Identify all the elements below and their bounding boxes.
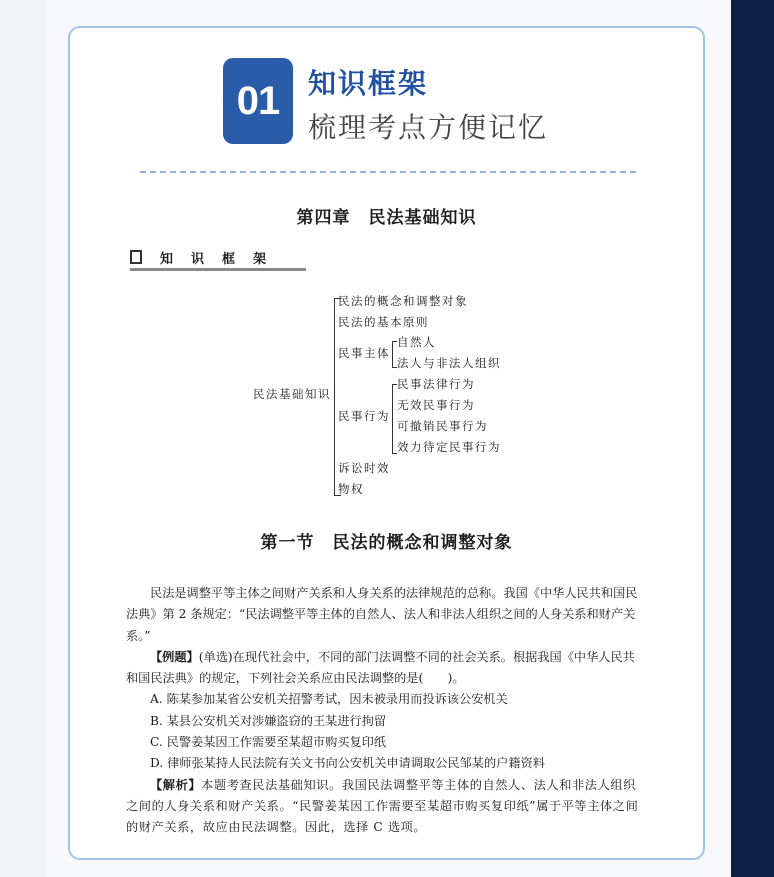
option-b: B. 某县公安机关对涉嫌盗窃的王某进行拘留 xyxy=(150,713,387,728)
knowledge-tree xyxy=(70,28,703,508)
tree-item: 民事主体 xyxy=(338,346,390,360)
example-text: (单选)在现代社会中，不同的部门法调整不同的社会关系。根据我国《中华人民共和国民法典》的规定，下列社会关系应由民法调整的是( )。 xyxy=(126,649,635,686)
right-margin-band xyxy=(731,0,774,877)
example-label: 【例题】 xyxy=(150,649,199,664)
section-title: 第一节 民法的概念和调整对象 xyxy=(260,533,513,553)
left-margin-band xyxy=(0,0,46,877)
analysis-paragraph xyxy=(126,775,646,839)
option-a: A. 陈某参加某省公安机关招警考试，因未被录用而投诉该公安机关 xyxy=(150,692,508,707)
analysis-label: 【解析】 xyxy=(150,777,202,792)
section-number-badge: 01 xyxy=(223,58,293,144)
content-card xyxy=(68,26,705,860)
option-c: C. 民警姜某因工作需要至某超市购买复印纸 xyxy=(150,735,387,750)
tree-subitem: 可撤销民事行为 xyxy=(397,419,488,433)
tree-subitem: 民事法律行为 xyxy=(397,377,475,391)
tree-subitem: 效力待定民事行为 xyxy=(397,440,501,454)
hero-title: 知识框架 xyxy=(308,67,429,100)
tree-subitem: 无效民事行为 xyxy=(397,398,475,412)
tree-item: 物权 xyxy=(338,482,364,496)
tree-item: 诉讼时效 xyxy=(338,461,390,475)
tree-item: 民法的基本原则 xyxy=(338,315,429,329)
analysis-text: 本题考查民法基础知识。我国民法调整平等主体的自然人、法人和非法人组织之间的人身关系和财产关系。“民警姜某因工作需要至某超市购买复印纸”属于平等主体之间的财产关系，故应由民法调整。因此，选择 C 选项。 xyxy=(126,777,639,835)
body-text xyxy=(126,583,646,839)
example-paragraph xyxy=(126,647,646,690)
tree-root: 民法基础知识 xyxy=(253,387,331,401)
page-sheet xyxy=(46,0,731,877)
option-d: D. 律师张某持人民法院有关文书向公安机关申请调取公民邹某的户籍资料 xyxy=(150,756,545,771)
tree-subitem: 自然人 xyxy=(397,335,436,349)
framework-label: 知识框架 xyxy=(160,252,285,267)
tree-subitem: 法人与非法人组织 xyxy=(397,356,501,370)
tree-item: 民事行为 xyxy=(338,409,390,423)
intro-paragraph: 民法是调整平等主体之间财产关系和人身关系的法律规范的总称。我国《中华人民共和国民法典》第 2 条规定：“民法调整平等主体的自然人、法人和非法人组织之间的人身关系和财产关系。” xyxy=(126,586,638,643)
chapter-title: 第四章 民法基础知识 xyxy=(296,208,477,228)
hero-subtitle: 梳理考点方便记忆 xyxy=(308,111,549,144)
tree-item: 民法的概念和调整对象 xyxy=(338,294,468,308)
